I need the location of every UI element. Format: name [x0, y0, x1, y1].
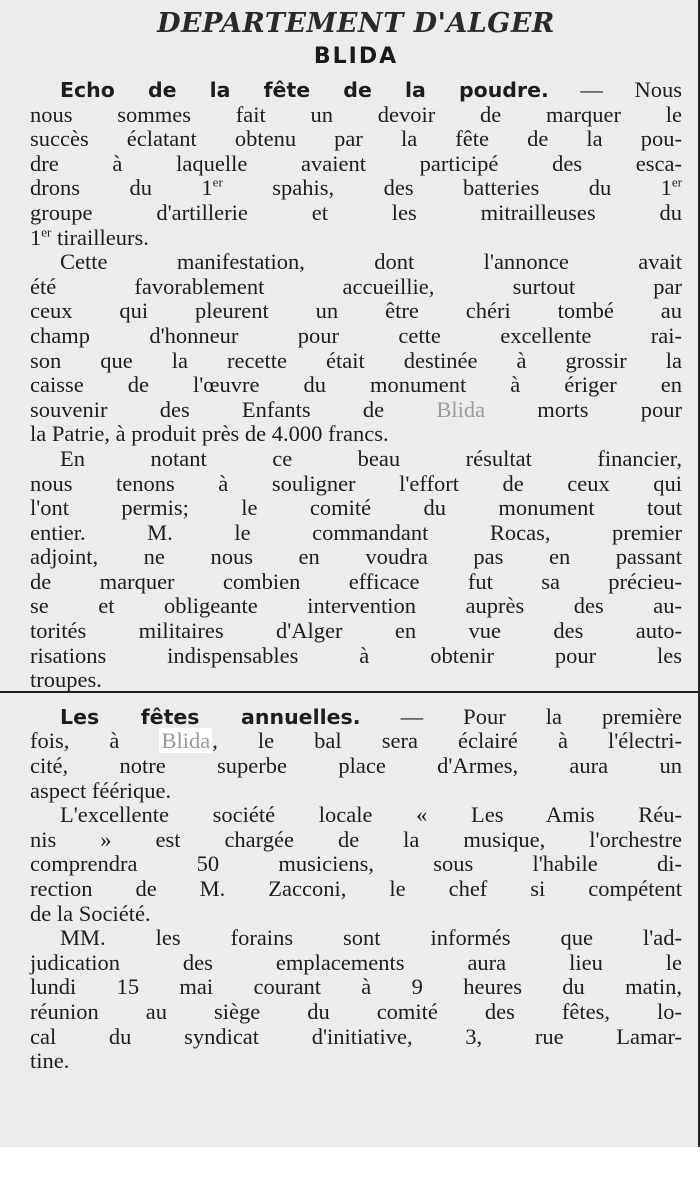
article-line: risations indispensables à obtenir pour les: [30, 642, 682, 668]
article-line: de marquer combien efficace fut sa précieu-: [30, 568, 682, 594]
article-line: L'excellente société locale « Les Amis Réu-: [60, 802, 682, 828]
article-line: son que la recette était destinée à grossir la: [30, 347, 682, 373]
article-line: lundi 15 mai courant à 9 heures du matin,: [30, 974, 682, 1000]
article-line: réunion au siège du comité des fêtes, lo-: [30, 998, 682, 1024]
ordinal-superscript: er: [671, 174, 683, 190]
article-text: spahis, des batteries du 1: [272, 175, 672, 201]
article-line: [30, 78, 682, 103]
article-line: se et obligeante intervention auprès des au-: [30, 593, 682, 619]
article-line: la Patrie, à produit près de 4.000 francs.: [30, 421, 389, 447]
article-text: , le bal sera éclairé à l'électri-: [212, 728, 682, 754]
article-text: souvenir des Enfants de: [30, 396, 385, 422]
article-line: judication des emplacements aura lieu le: [30, 949, 682, 975]
place-name-blida-highlight: Blida: [161, 728, 211, 754]
ordinal-superscript: er: [212, 174, 223, 190]
town-heading: BLIDA: [313, 44, 399, 69]
department-heading: DEPARTEMENT D'ALGER: [157, 8, 555, 39]
article-line: été favorablement accueillie, surtout par: [30, 273, 682, 299]
article-line: [30, 398, 682, 423]
article-column: [30, 6, 682, 1074]
article-line: groupe d'artillerie et les mitrailleuses du: [30, 199, 682, 225]
article-line: champ d'honneur pour cette excellente rai-: [30, 322, 682, 348]
article-text: fois, à: [30, 728, 120, 754]
article-text: morts pour: [537, 396, 683, 422]
article-line: ceux qui pleurent un être chéri tombé au: [30, 298, 682, 324]
article-text: — Nous: [580, 77, 683, 102]
article-line: rection de M. Zacconi, le chef si compétent: [30, 876, 682, 901]
article-line: de la Société.: [30, 900, 151, 926]
article-line: cité, notre superbe place d'Armes, aura un: [30, 753, 682, 779]
article-text: tirailleurs.: [56, 224, 149, 250]
article-line: En notant ce beau résultat financier,: [60, 445, 682, 471]
article-line: [30, 176, 682, 201]
article-line: [30, 226, 682, 251]
place-name-blida: Blida: [436, 396, 486, 422]
article-line: entier. M. le commandant Rocas, premier: [30, 519, 682, 545]
article1-title: Echo de la fête de la poudre.: [60, 78, 549, 102]
article-line: adjoint, ne nous en voudra pas en passant: [30, 544, 682, 570]
article-line: Cette manifestation, dont l'annonce avait: [60, 249, 682, 275]
article-line: comprendra 50 musiciens, sous l'habile di-: [30, 851, 682, 877]
article-line: aspect féérique.: [30, 777, 172, 803]
article-line: cal du syndicat d'initiative, 3, rue Lamar-: [30, 1023, 682, 1049]
article-line: troupes.: [30, 667, 102, 693]
article-text: drons du 1: [30, 175, 213, 201]
article-line: succès éclatant obtenu par la fête de la pou-: [30, 126, 682, 152]
article-text: 1: [30, 224, 42, 250]
article-line: [30, 729, 682, 754]
article-line: dre à laquelle avaient participé des esca-: [30, 150, 682, 176]
article-line: nous tenons à souligner l'effort de ceux qui: [30, 470, 682, 496]
article-line: tine.: [30, 1048, 70, 1074]
article-line: [30, 705, 682, 730]
article-line: l'ont permis; le comité du monument tout: [30, 495, 682, 521]
ordinal-superscript: er: [41, 224, 52, 240]
article2-title: Les fêtes annuelles.: [60, 704, 361, 729]
article-line: torités militaires d'Alger en vue des auto-: [30, 618, 682, 644]
article-line: MM. les forains sont informés que l'ad-: [60, 925, 682, 951]
article-line: nous sommes fait un devoir de marquer le: [30, 101, 682, 127]
article-text: — Pour la première: [400, 703, 683, 729]
article-line: nis » est chargée de la musique, l'orchestre: [30, 826, 682, 852]
article-line: caisse de l'œuvre du monument à ériger en: [30, 372, 682, 398]
